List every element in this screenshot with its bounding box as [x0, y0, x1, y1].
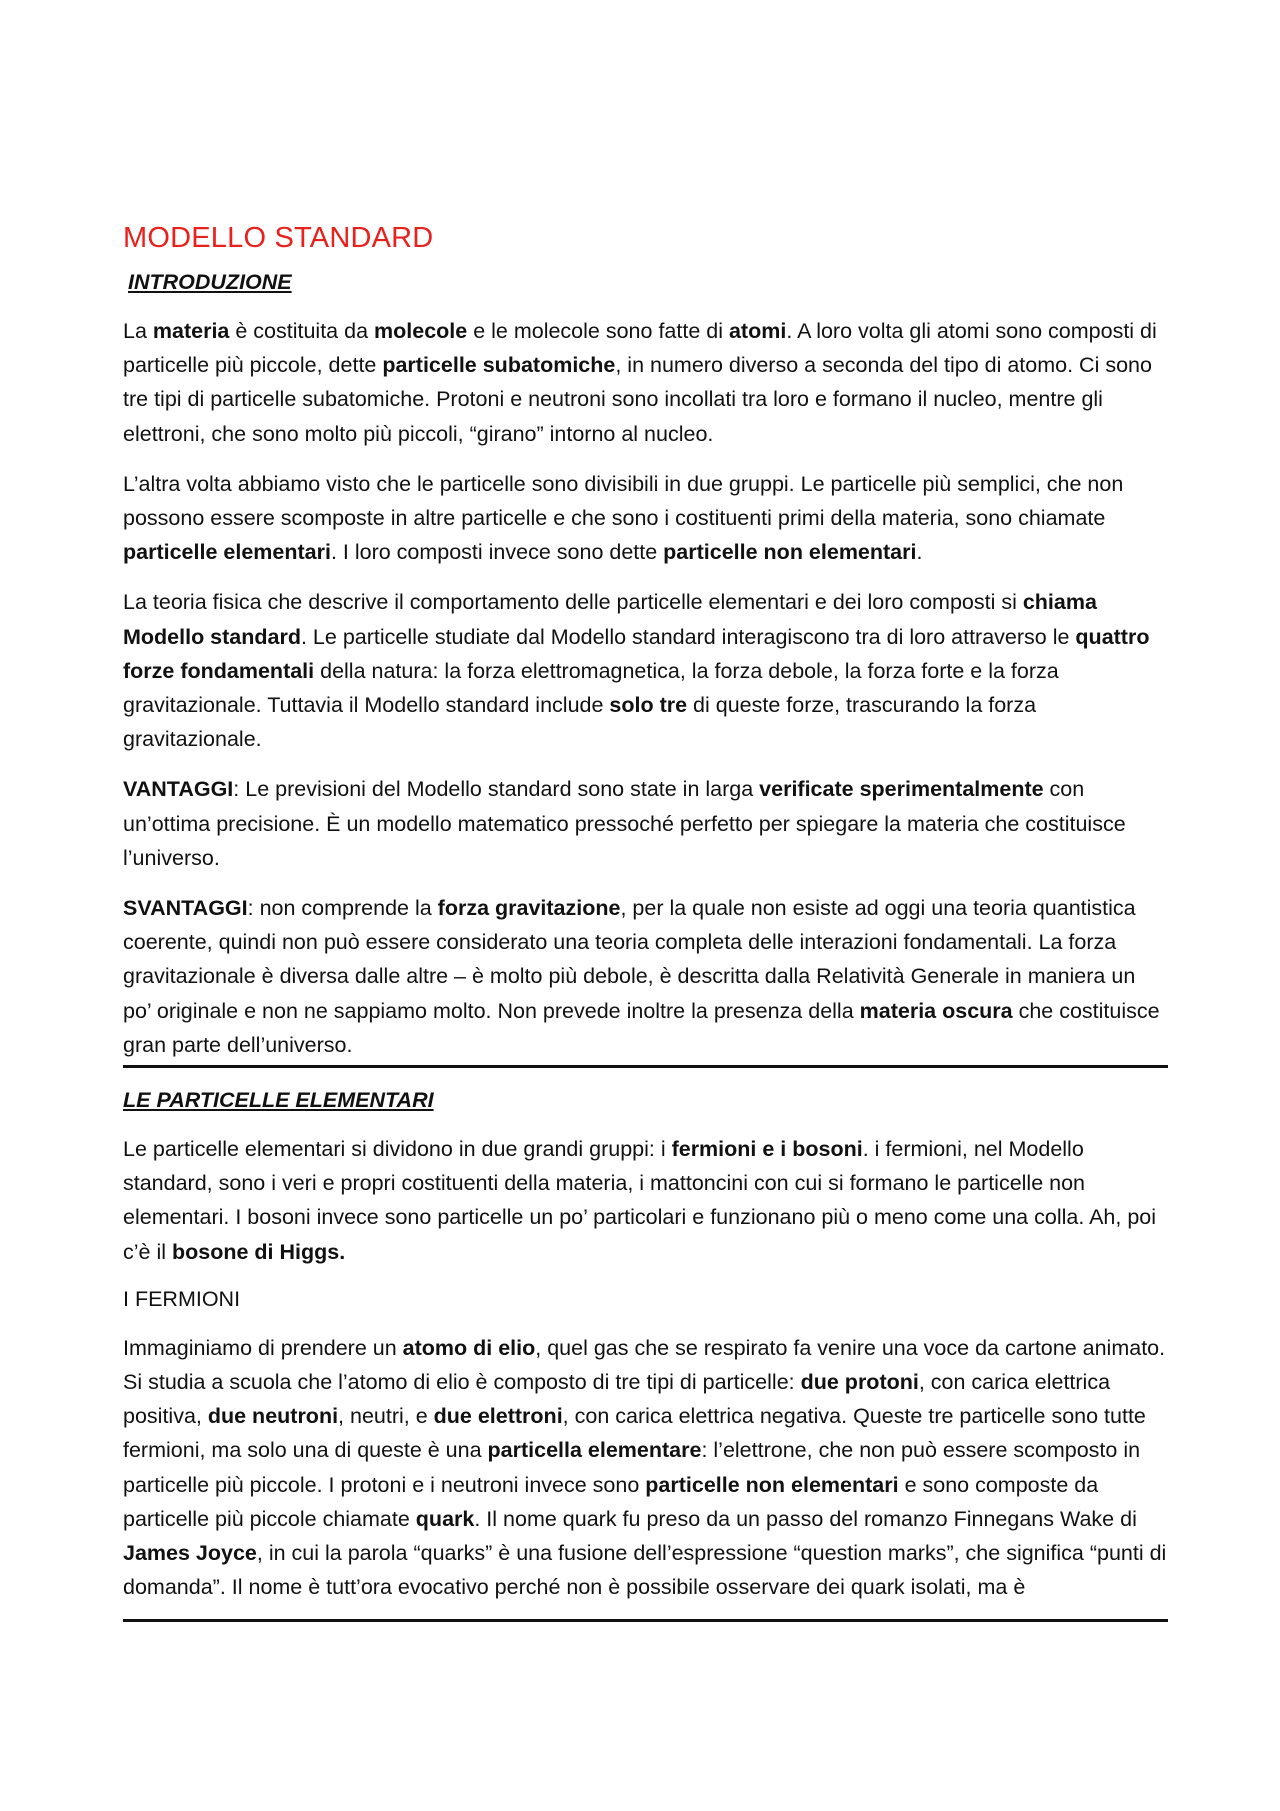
- bold-text-run: materia: [152, 319, 230, 343]
- bold-text-run: particelle non elementari: [663, 540, 917, 565]
- text-run: , quel gas che se respirato fa venire una voce da cartone animato. Si studia a scuola che l’atomo di elio è composto di tre tipi di particelle:: [123, 1335, 1166, 1395]
- text-run: , in cui la parola “quarks” è una fusione dell’espressione “question marks”, che significa “punti di domanda”. Il nome è tutt’ora evocativo perché non è possibile osservare dei quark isolati, ma è: [123, 1541, 1167, 1600]
- text-run: . i fermioni, nel Modello standard, sono i veri e propri costituenti della materia, i mattoncini con cui si formano le particelle non elementari. I bosoni invece sono particelle un po’ particolari e funzionano più o meno come una colla. Ah, poi c’è il: [123, 1137, 1157, 1264]
- bold-text-run: molecole: [374, 319, 468, 343]
- bold-text-run: due neutroni: [207, 1404, 339, 1429]
- text-run: di queste forze, trascurando la forza gravitazionale.: [123, 693, 1037, 752]
- text-run: Immaginiamo di prendere un: [123, 1335, 403, 1360]
- text-run: L’altra volta abbiamo visto che le particelle sono divisibili in due gruppi. Le particelle più semplici, che non possono essere scomposte in altre particelle e che sono i costituenti primi della materia, sono chiamate: [123, 471, 1124, 531]
- section-heading-introduzione: INTRODUZIONE: [128, 270, 292, 294]
- paragraph-fermioni-bosoni: [123, 1132, 1168, 1269]
- text-run: : l’elettrone, che non può essere scomposto in particelle più piccole. I protoni e i neutroni invece sono: [123, 1438, 1141, 1497]
- bold-text-run: solo tre: [609, 693, 688, 718]
- text-run: è costituita da: [229, 319, 375, 343]
- text-run: , per la quale non esiste ad oggi una teoria quantistica coerente, quindi non può essere considerato una teoria completa delle interazioni fondamentali. La forza gravitazionale è diversa dalle altre – è molto più debole, è descritta dalla Relatività Generale in maniera un po’ originale e non ne sappiamo molto. Non prevede inoltre la presenza della: [123, 896, 1136, 1023]
- bold-text-run: verificate sperimentalmente: [759, 777, 1044, 802]
- bold-text-run: particelle elementari: [123, 540, 331, 565]
- text-run: che costituisce gran parte dell’universo.: [123, 998, 1160, 1057]
- bold-text-run: materia oscura: [859, 998, 1013, 1023]
- text-run: . I loro composti invece sono dette: [330, 540, 664, 565]
- paragraph-teoria: [123, 585, 1168, 756]
- text-run: , con carica elettrica positiva,: [123, 1370, 1111, 1429]
- text-run: , neutri, e: [338, 1404, 434, 1429]
- text-run: La: [123, 319, 153, 343]
- section-heading-particelle-elementari: LE PARTICELLE ELEMENTARI: [123, 1088, 434, 1113]
- bold-text-run: atomi: [728, 319, 787, 343]
- text-run: , in numero diverso a seconda del tipo di atomo. Ci sono tre tipi di particelle subatomiche. Protoni e neutroni sono incollati tra loro e formano il nucleo, mentre gli elettroni, che sono molto più piccoli, “girano” intorno al nucleo.: [123, 353, 1152, 446]
- bold-text-run: quark: [415, 1506, 475, 1531]
- bold-text-run: SVANTAGGI: [123, 896, 248, 921]
- bold-text-run: particella elementare: [487, 1438, 702, 1463]
- bold-text-run: due elettroni: [433, 1404, 563, 1429]
- bold-text-run: bosone di Higgs.: [171, 1239, 346, 1264]
- text-run: e le molecole sono fatte di: [467, 319, 729, 343]
- bold-text-run: quattro forze fondamentali: [123, 624, 1150, 683]
- page-bottom-divider: [123, 1619, 1168, 1622]
- bold-text-run: atomo di elio: [402, 1335, 536, 1360]
- paragraph-vantaggi: [123, 772, 1168, 875]
- text-run: La teoria fisica che descrive il comportamento delle particelle elementari e dei loro composti si: [123, 590, 1023, 615]
- paragraph-svantaggi: [123, 891, 1168, 1062]
- bold-text-run: James Joyce: [123, 1541, 257, 1566]
- bold-text-run: particelle non elementari: [645, 1472, 899, 1497]
- text-run: con un’ottima precisione. È un modello matematico pressoché perfetto per spiegare la materia che costituisce l’universo.: [123, 777, 1126, 870]
- bold-text-run: particelle subatomiche: [382, 353, 616, 378]
- paragraph-atomo-elio: [123, 1331, 1168, 1605]
- text-run: Le particelle elementari si dividono in due grandi gruppi: i: [123, 1137, 672, 1162]
- text-run: : non comprende la: [247, 896, 438, 921]
- text-run: . Le particelle studiate dal Modello standard interagiscono tra di loro attraverso le: [300, 624, 1076, 649]
- bold-text-run: forza gravitazione: [437, 896, 621, 921]
- document-page: [123, 218, 1168, 1622]
- bold-text-run: VANTAGGI: [123, 777, 234, 802]
- bold-text-run: due protoni: [800, 1370, 919, 1395]
- document-title: MODELLO STANDARD: [123, 222, 434, 254]
- paragraph-materia: [123, 314, 1168, 451]
- text-run: . Il nome quark fu preso da un passo del romanzo Finnegans Wake di: [474, 1506, 1137, 1531]
- bold-text-run: chiama Modello standard: [123, 590, 1097, 649]
- text-run: : Le previsioni del Modello standard sono state in larga: [233, 777, 760, 802]
- text-run: della natura: la forza elettromagnetica, la forza debole, la forza forte e la forza gravitazionale. Tuttavia il Modello standard include: [123, 658, 1059, 718]
- text-run: .: [916, 540, 923, 565]
- text-run: , con carica elettrica negativa. Queste tre particelle sono tutte fermioni, ma solo una di queste è una: [123, 1404, 1146, 1463]
- bold-text-run: fermioni e i bosoni: [671, 1137, 863, 1162]
- section-divider: [123, 1065, 1168, 1068]
- text-run: . A loro volta gli atomi sono composti di particelle più piccole, dette: [123, 319, 1157, 378]
- text-run: e sono composte da particelle più piccole chiamate: [123, 1472, 1099, 1531]
- paragraph-gruppi: [123, 467, 1168, 570]
- subheading-fermioni: I FERMIONI: [123, 1286, 241, 1311]
